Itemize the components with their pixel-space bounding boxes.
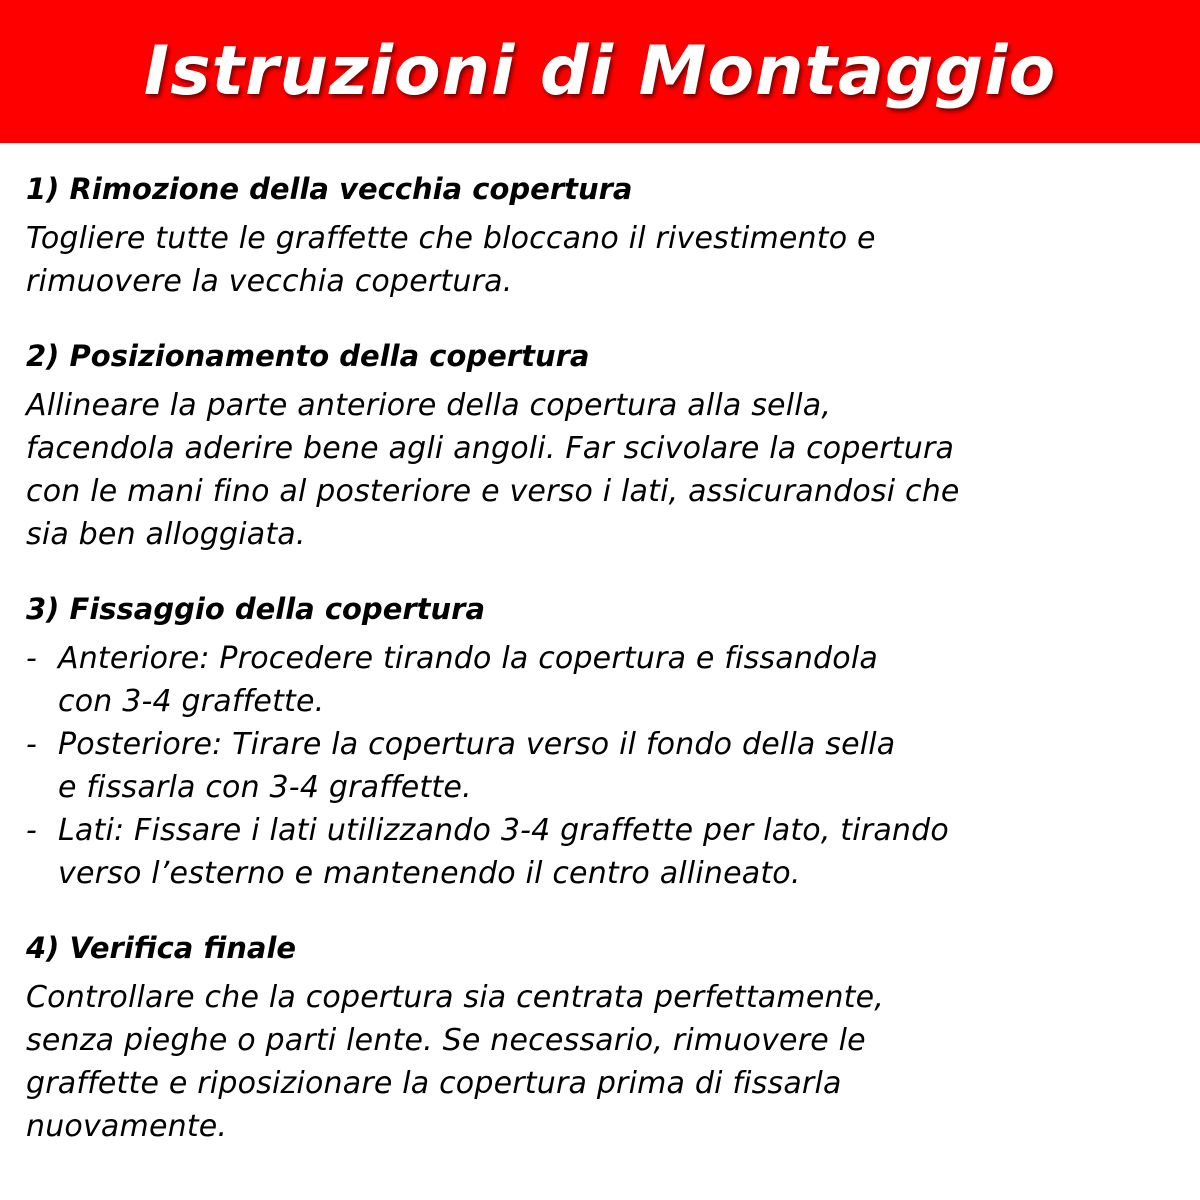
section-text: [26, 217, 1176, 303]
text-line: Togliere tutte le graffette che bloccano il rivestimento e: [26, 221, 876, 256]
text-line: Anteriore: Procedere tirando la copertura e fissandola: [58, 641, 878, 676]
bullet-item-rear: [26, 723, 1176, 809]
bullet-dash: -: [26, 727, 38, 762]
instructions-content: [0, 143, 1200, 1148]
section-title: 1) Rimozione della vecchia copertura: [26, 172, 633, 206]
bullet-dash: -: [26, 813, 38, 848]
section-removal: [26, 172, 1176, 303]
text-line: facendola aderire bene agli angoli. Far scivolare la copertura: [26, 431, 955, 466]
bullet-item-sides: [26, 809, 1176, 895]
section-fixing: [26, 592, 1176, 895]
text-line: con le mani fino al posteriore e verso i lati, assicurandosi che: [26, 474, 960, 509]
section-title: 4) Verifica finale: [26, 931, 297, 965]
section-text: [26, 384, 1176, 556]
text-line: graffette e riposizionare la copertura prima di fissarla: [26, 1066, 842, 1101]
bullet-dash: -: [26, 641, 38, 676]
bullet-item-front: [26, 637, 1176, 723]
text-line: e fissarla con 3-4 graffette.: [58, 770, 472, 805]
text-line: verso l’esterno e mantenendo il centro allineato.: [58, 856, 801, 891]
text-line: rimuovere la vecchia copertura.: [26, 264, 513, 299]
header-banner: [0, 0, 1200, 143]
text-line: Lati: Fissare i lati utilizzando 3-4 graffette per lato, tirando: [58, 813, 949, 848]
text-line: senza pieghe o parti lente. Se necessario, rimuovere le: [26, 1023, 866, 1058]
text-line: sia ben alloggiata.: [26, 517, 306, 552]
text-line: Controllare che la copertura sia centrata perfettamente,: [26, 980, 885, 1015]
section-positioning: [26, 339, 1176, 556]
section-title: 2) Posizionamento della copertura: [26, 339, 590, 373]
bullet-list: [26, 637, 1176, 895]
text-line: Posteriore: Tirare la copertura verso il fondo della sella: [58, 727, 896, 762]
section-final-check: [26, 931, 1176, 1148]
text-line: con 3-4 graffette.: [58, 684, 325, 719]
text-line: Allineare la parte anteriore della copertura alla sella,: [26, 388, 832, 423]
section-title: 3) Fissaggio della copertura: [26, 592, 486, 626]
section-text: [26, 976, 1176, 1148]
page-title: Istruzioni di Montaggio: [143, 32, 1057, 111]
text-line: nuovamente.: [26, 1109, 228, 1144]
